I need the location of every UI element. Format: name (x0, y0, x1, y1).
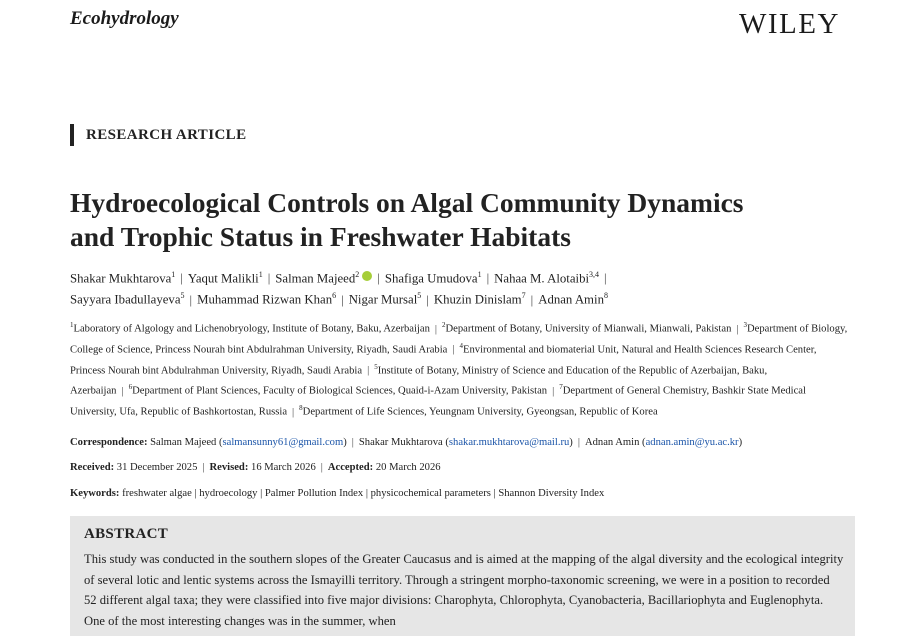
author-affil-sup: 6 (332, 291, 337, 301)
affil-sup: 6 (128, 383, 133, 392)
author-name[interactable]: Shafiga Umudova (384, 271, 478, 286)
received-label: Received: (70, 462, 115, 473)
affiliations: $^1$Laboratory of Algology and Lichenobryology, Institute of Botany, Baku, Azerbaijan | $^2$Department of Botany, University of Mianwali, Mianwali, Pakistan | $^3$Department of Biology, College of Science, Princess Nourah bint Abdulrahman University, Riyadh, Saudi Arabia | $^4$Environmental and biomaterial Unit, Natural and Health Sciences Research Center, Princess Nourah bint Abdulrahman University, Riyadh, Saudi Arabia | $^5$Institute of Botany, Ministry of Science and Education of the Republic of Azerbaijan, Baku, Azerbaijan | $^6$Department of Plant Sciences, Faculty of Biological Sciences, Quaid-i-Azam University, Pakistan | $^7$Department of General Chemistry, Bashkir State Medical University, Ufa, Republic of Bashkortostan, Russia | $^8$Department of Life Sciences, Yeungnam University, Gyeongsan, Republic of Korea (70, 321, 848, 418)
article-title (70, 186, 860, 254)
revised-date: 16 March 2026 (251, 462, 316, 473)
author-name[interactable]: Salman Majeed (275, 271, 356, 286)
author-affil-sup: 2 (355, 270, 360, 279)
affiliation: Department of Plant Sciences, Faculty of Biological Sciences, Quaid-i-Azam University, Pakistan (132, 386, 548, 398)
publisher-logo: WILEY (739, 8, 840, 40)
affil-sup: 7 (559, 383, 563, 392)
journal-name: Ecohydrology (70, 8, 179, 29)
accepted-label: Accepted: (327, 462, 374, 473)
affiliation: Department of General Chemistry, Bashkir State Medical University, Ufa, Republic of Bashkortostan, Russia (70, 386, 806, 418)
corr-name: Adnan Amin (584, 437, 640, 448)
author-name[interactable]: Adnan Amin (538, 292, 604, 307)
author-name[interactable]: Nigar Mursal (348, 292, 418, 307)
article-type-label: RESEARCH ARTICLE (70, 124, 247, 146)
accepted-date: 20 March 2026 (375, 462, 441, 473)
affiliation: Institute of Botany, Ministry of Science and Education of the Republic of Azerbaijan, Baku, Azerbaijan (70, 365, 768, 398)
keywords: Keywords: freshwater algae | hydroecology | Palmer Pollution Index | physicochemical parameters | Shannon Diversity Index (70, 488, 605, 499)
revised-label: Revised: (209, 462, 249, 473)
abstract-box (70, 516, 855, 636)
keyword[interactable]: Palmer Pollution Index (264, 488, 364, 499)
author-name[interactable]: Yaqut Malikli (187, 271, 259, 286)
author-list: Shakar Mukhtarova$^1$ | Yaqut Malikli$^1$ | Salman Majeed$^2$ | Shafiga Umudova$^1$ | Nahaa M. Alotaibi$^{3,4}$ | Sayyara Ibadullayeva$^5$ | Muhammad Rizwan Khan$^6$ | Nigar Mursal$^5$ | Khuzin Dinislam$^7$ | Adnan Amin$^8$ (70, 270, 608, 307)
email-link[interactable]: adnan.amin@yu.ac.kr (645, 437, 739, 448)
author-name[interactable]: Shakar Mukhtarova (70, 271, 172, 286)
affil-sup: 2 (442, 321, 446, 329)
keyword[interactable]: physicochemical parameters (370, 488, 491, 499)
affil-sup: 4 (459, 341, 464, 350)
abstract-heading: ABSTRACT (84, 526, 169, 542)
received-date: 31 December 2025 (116, 462, 198, 473)
author-name[interactable]: Nahaa M. Alotaibi (494, 271, 590, 286)
article-dates: Received: 31 December 2025 | Revised: 16 March 2026 | Accepted: 20 March 2026 (70, 462, 441, 473)
affiliation: Environmental and biomaterial Unit, Natural and Health Sciences Research Center, Princess Nourah bint Abdulrahman University, Riyadh, Saudi Arabia (70, 344, 817, 377)
author-affil-sup: 1 (477, 270, 482, 279)
keyword[interactable]: hydroecology (199, 488, 258, 499)
title-line: Hydroecological Controls on Algal Community Dynamics (70, 187, 744, 218)
affiliation: Department of Botany, University of Mianwali, Mianwali, Pakistan (445, 323, 732, 335)
affil-sup: 3 (743, 321, 748, 329)
affiliation: Laboratory of Algology and Lichenobryology, Institute of Botany, Baku, Azerbaijan (73, 323, 430, 335)
author-affil-sup: 5 (180, 291, 185, 301)
email-link[interactable]: salmansunny61@gmail.com (222, 437, 344, 448)
email-link[interactable]: shakar.mukhtarova@mail.ru (448, 437, 570, 448)
author-affil-sup: 3,4 (589, 270, 600, 279)
affil-sup: 8 (299, 404, 303, 413)
corr-name: Shakar Mukhtarova (358, 437, 443, 448)
affil-sup: 1 (70, 321, 74, 329)
author-name[interactable]: Muhammad Rizwan Khan (197, 292, 333, 307)
keyword[interactable]: freshwater algae (122, 488, 192, 499)
author-name[interactable]: Khuzin Dinislam (433, 292, 522, 307)
affiliation: Department of Life Sciences, Yeungnam University, Gyeongsan, Republic of Korea (302, 406, 658, 418)
author-affil-sup: 8 (603, 291, 608, 301)
author-affil-sup: 1 (258, 270, 263, 279)
title-line: and Trophic Status in Freshwater Habitats (70, 221, 571, 252)
author-affil-sup: 1 (171, 270, 176, 279)
corr-name: Salman Majeed (150, 437, 217, 448)
keyword[interactable]: Shannon Diversity Index (498, 488, 605, 499)
keywords-label: Keywords: (70, 488, 120, 499)
abstract-text: This study was conducted in the southern slopes of the Greater Caucasus and is aimed at the mapping of the algal diversity and the ecological integrity of several lotic and lentic systems across the Ismayilli territory. Through a stringent morpho-taxonomic screening, we were in a position to recorded 52 different algal taxa; they were classified into five major divisions: Charophyta, Chlorophyta, Cyanobacteria, Bacillariophyta and Euglenophyta. One of the most interesting changes was in the summer, when (84, 552, 844, 628)
author-affil-sup: 5 (417, 291, 422, 301)
correspondence-label: Correspondence: (70, 437, 148, 448)
author-affil-sup: 7 (521, 291, 526, 301)
author-name[interactable]: Sayyara Ibadullayeva (70, 292, 181, 307)
orcid-icon[interactable] (362, 271, 372, 281)
affil-sup: 5 (374, 362, 378, 371)
affiliation: Department of Biology, College of Science, Princess Nourah bint Abdulrahman University, Riyadh, Saudi Arabia (70, 323, 848, 356)
correspondence: Correspondence: Salman Majeed (salmansunny61@gmail.com) | Shakar Mukhtarova (shakar.mukhtarova@mail.ru) | Adnan Amin (adnan.amin@yu.ac.kr) (70, 437, 743, 448)
